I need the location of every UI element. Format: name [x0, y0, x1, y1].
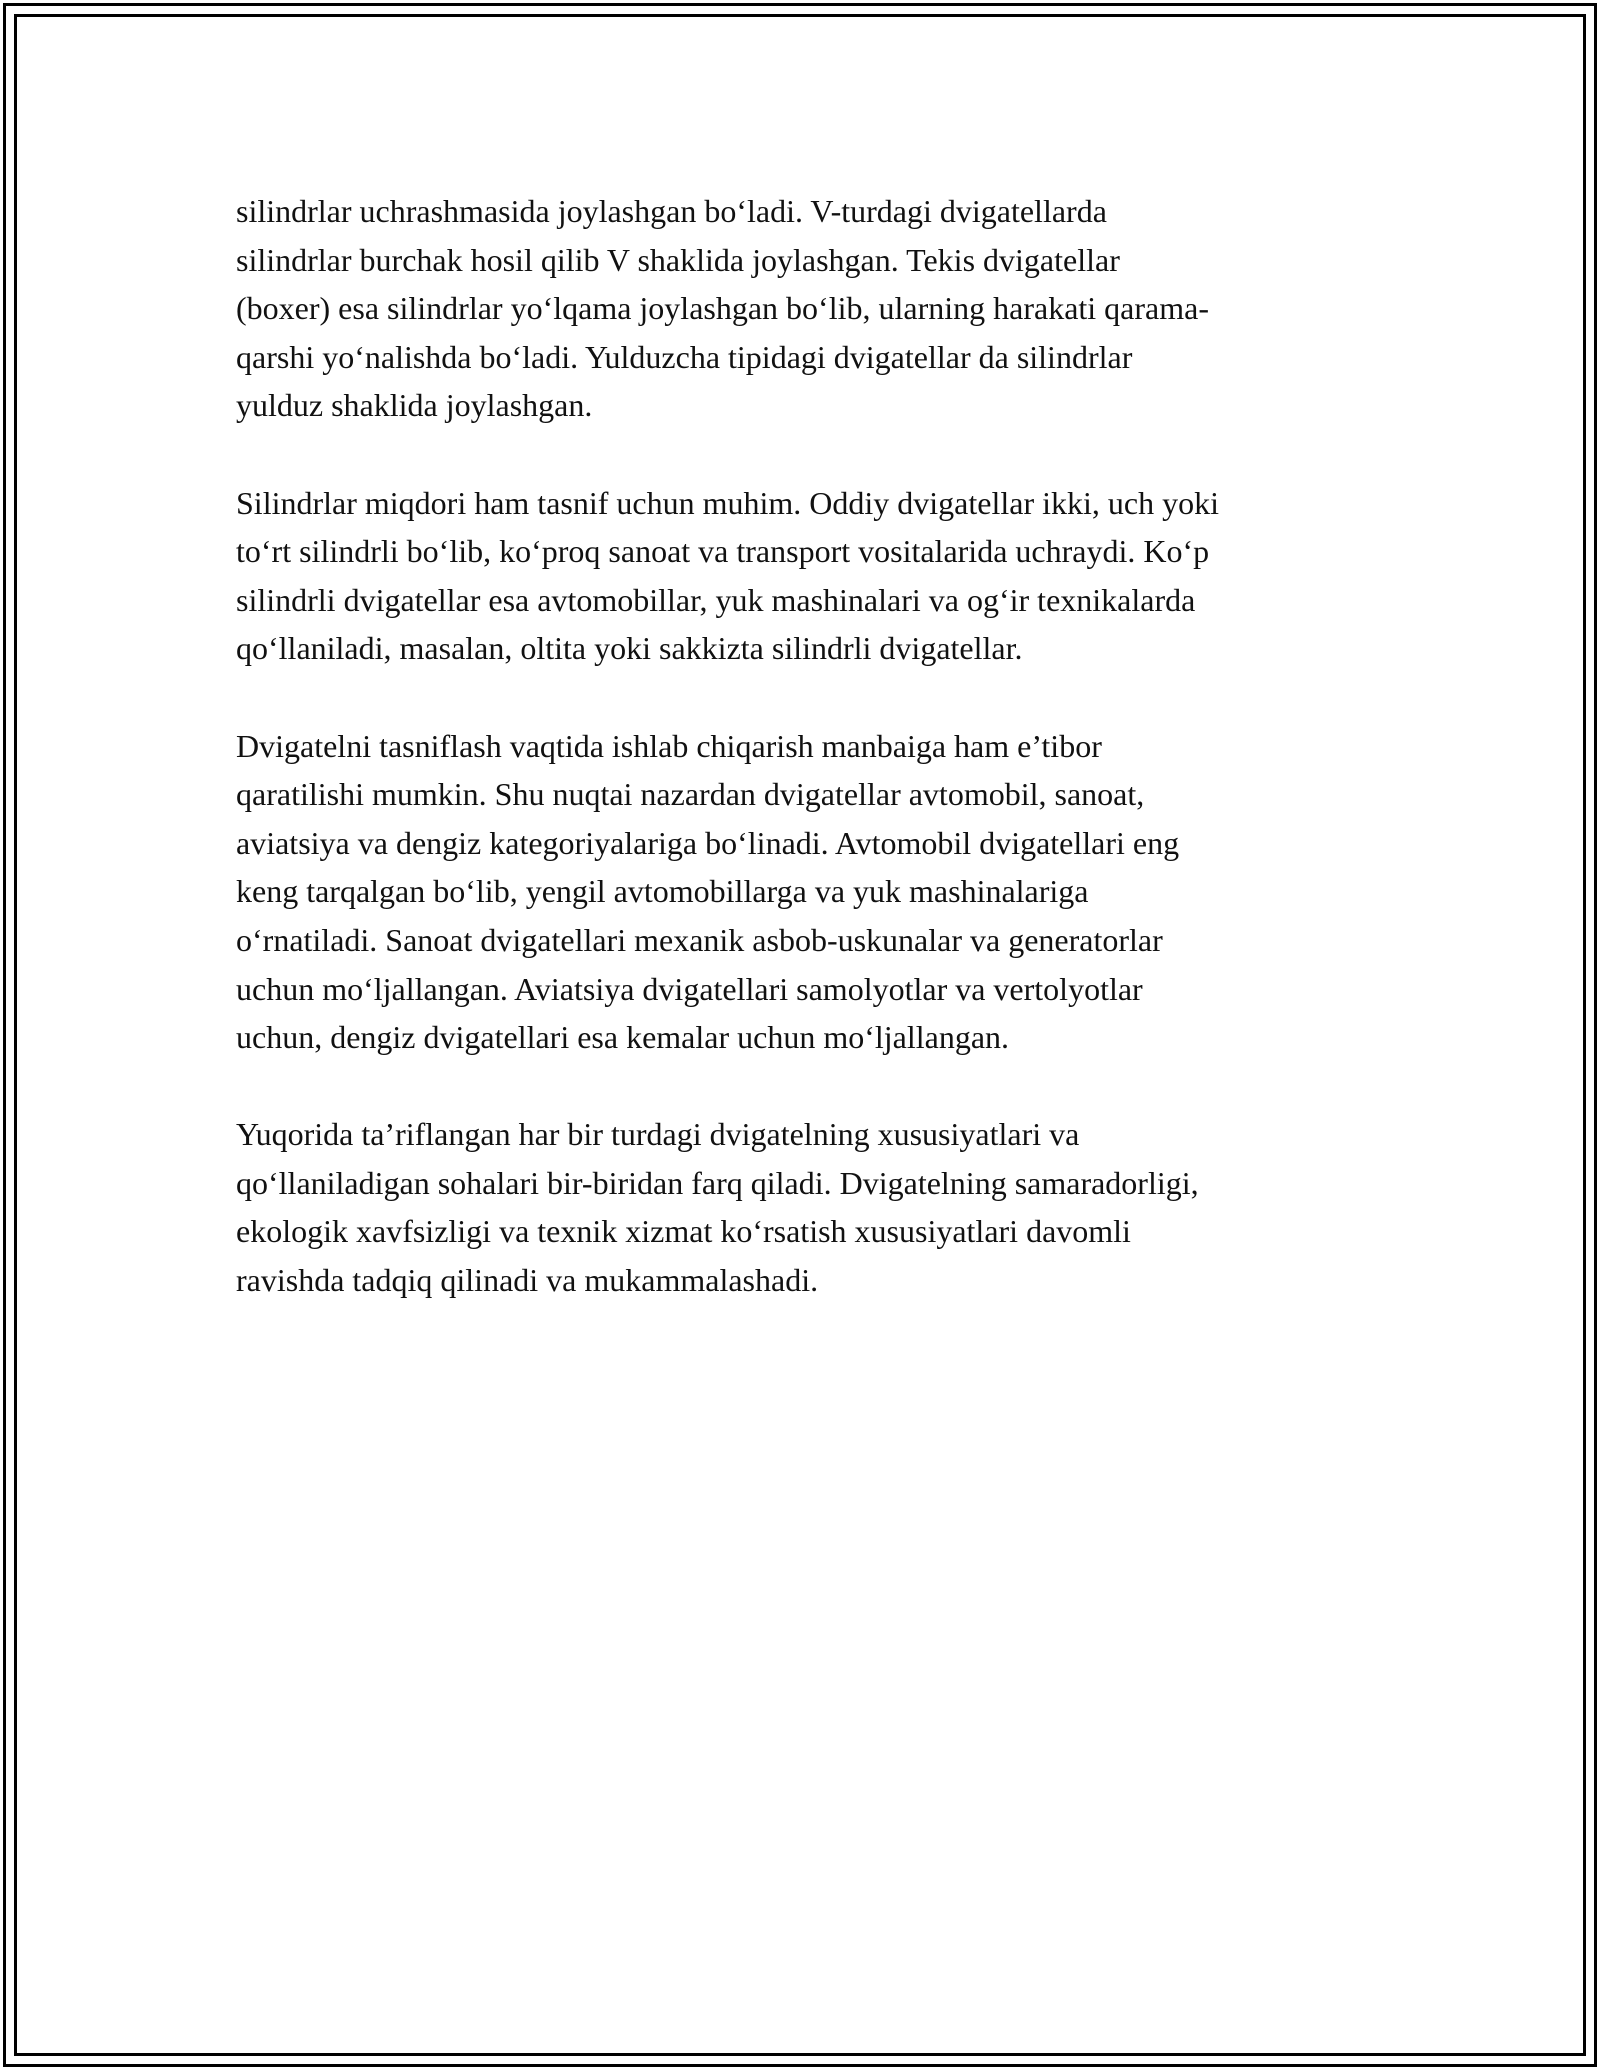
paragraph-conclusion: Yuqorida ta’riflangan har bir turdagi dvigatelning xususiyatlari va qo‘llaniladigan sohalari bir-biridan farq qiladi. Dvigatelning samaradorligi, ekologik xavfsizligi va texnik xizmat ko‘rsatish xususiyatlari davomli ravishda tadqiq qilinadi va mukammalashadi. [236, 1116, 1199, 1299]
paragraph-cylinder-arrangement: silindrlar uchrashmasida joylashgan bo‘ladi. V-turdagi dvigatellarda silindrlar burchak hosil qilib V shaklida joylashgan. Tekis dvigatellar (boxer) esa silindrlar yo‘lqama joylashgan bo‘lib, ularning harakati qarama- qarshi yo‘nalishda bo‘ladi. Yulduzcha tipidagi dvigatellar da silindrlar yulduz shaklida joylashgan. [236, 193, 1209, 424]
paragraph-cylinder-count: Silindrlar miqdori ham tasnif uchun muhim. Oddiy dvigatellar ikki, uch yoki to‘rt silindrli bo‘lib, ko‘proq sanoat va transport vositalarida uchraydi. Ko‘p silindrli dvigatellar esa avtomobillar, yuk mashinalari va og‘ir texnikalarda qo‘llaniladi, masalan, oltita yoki sakkizta silindrli dvigatellar. [236, 484, 1219, 667]
paragraph-application-categories: Dvigatelni tasniflash vaqtida ishlab chiqarish manbaiga ham e’tibor qaratilishi mumkin. Shu nuqtai nazardan dvigatellar avtomobil, sanoat, aviatsiya va dengiz kategoriyalariga bo‘linadi. Avtomobil dvigatellari eng keng tarqalgan bo‘lib, yengil avtomobillarga va yuk mashinalariga o‘rnatiladi. Sanoat dvigatellari mexanik asbob-uskunalar va generatorlar uchun mo‘ljallangan. Aviatsiya dvigatellari samolyotlar va vertolyotlar uchun, dengiz dvigatellari esa kemalar uchun mo‘ljallangan. [236, 727, 1180, 1056]
document-body [236, 187, 1376, 1353]
